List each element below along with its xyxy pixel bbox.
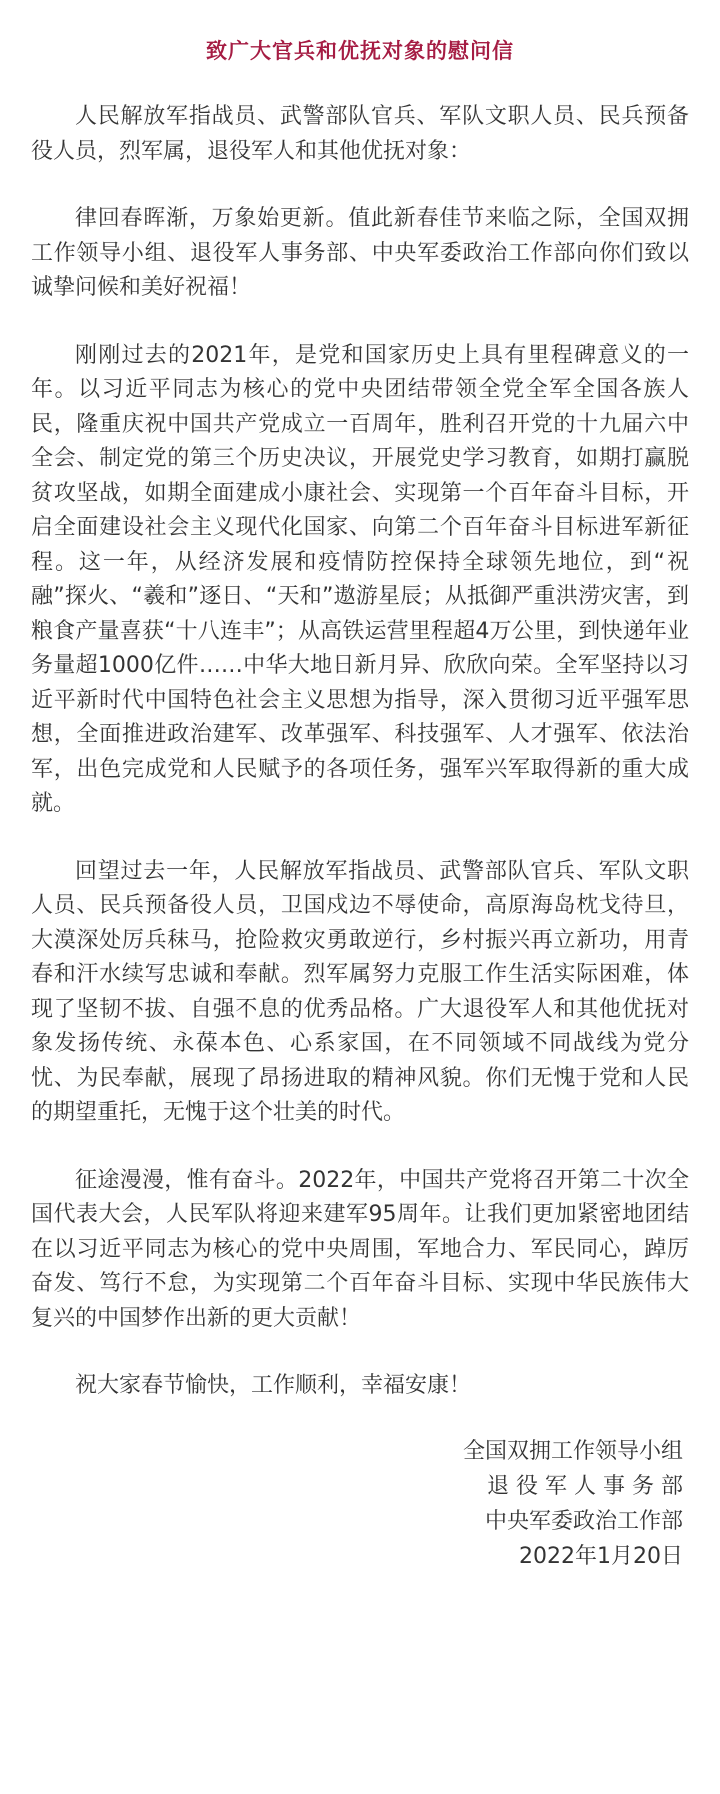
signature-block xyxy=(31,1434,689,1574)
signature-org-political-work: 中央军委政治工作部 xyxy=(484,1508,683,1534)
paragraph-wishes: 祝大家春节愉快，工作顺利，幸福安康！ xyxy=(75,1373,472,1398)
paragraph-look-back: 回望过去一年，人民解放军指战员、武警部队官兵、军队文职人员、民兵预备役人员，卫国戍边不辱使命，高原海岛枕戈待旦，大漠深处厉兵秣马，抢险救灾勇敢逆行，乡村振兴再立新功，用青春和汗水续写忠诚和奉献。烈军属努力克服工作生活实际困难，体现了坚韧不拔、自强不息的优秀品格。广大退役军人和其他优抚对象发扬传统、永葆本色、心系家国，在不同领域不同战线为党分忧、为民奉献，展现了昂扬进取的精神风貌。你们无愧于党和人民的期望重托，无愧于这个壮美的时代。 xyxy=(31,858,689,1125)
signature-org-double-support: 全国双拥工作领导小组 xyxy=(462,1438,683,1464)
paragraph-greeting: 律回春晖渐，万象始更新。值此新春佳节来临之际，全国双拥工作领导小组、退役军人事务部、中央军委政治工作部向你们致以诚挚问候和美好祝福！ xyxy=(31,206,689,300)
signature-date: 2022年1月20日 xyxy=(519,1543,683,1569)
signature-org-veterans-affairs: 退 役 军 人 事 务 部 xyxy=(487,1473,683,1499)
paragraph-outlook: 征途漫漫，惟有奋斗。2022年，中国共产党将召开第二十次全国代表大会，人民军队将迎来建军95周年。让我们更加紧密地团结在以习近平同志为核心的党中央周围，军地合力、军民同心，踔厉奋发、笃行不怠，为实现第二个百年奋斗目标、实现中华民族伟大复兴的中国梦作出新的更大贡献！ xyxy=(31,1167,689,1331)
letter-title: 致广大官兵和优抚对象的慰问信 xyxy=(206,39,514,63)
letter-salutation: 人民解放军指战员、武警部队官兵、军队文职人员、民兵预备役人员，烈军属，退役军人和其他优抚对象： xyxy=(31,104,689,164)
paragraph-year-review: 刚刚过去的2021年，是党和国家历史上具有里程碑意义的一年。以习近平同志为核心的党中央团结带领全党全军全国各族人民，隆重庆祝中国共产党成立一百周年，胜利召开党的十九届六中全会、制定党的第三个历史决议，开展党史学习教育，如期打赢脱贫攻坚战，如期全面建成小康社会、实现第一个百年奋斗目标，开启全面建设社会主义现代化国家、向第二个百年奋斗目标进军新征程。这一年，从经济发展和疫情防控保持全球领先地位，到“祝融”探火、“羲和”逐日、“天和”遨游星辰；从抵御严重洪涝灾害，到粮食产量喜获“十八连丰”；从高铁运营里程超4万公里，到快递年业务量超1000亿件……中华大地日新月异、欣欣向荣。全军坚持以习近平新时代中国特色社会主义思想为指导，深入贯彻习近平强军思想，全面推进政治建军、改革强军、科技强军、人才强军、依法治军，出色完成党和人民赋予的各项任务，强军兴军取得新的重大成就。 xyxy=(31,342,689,816)
